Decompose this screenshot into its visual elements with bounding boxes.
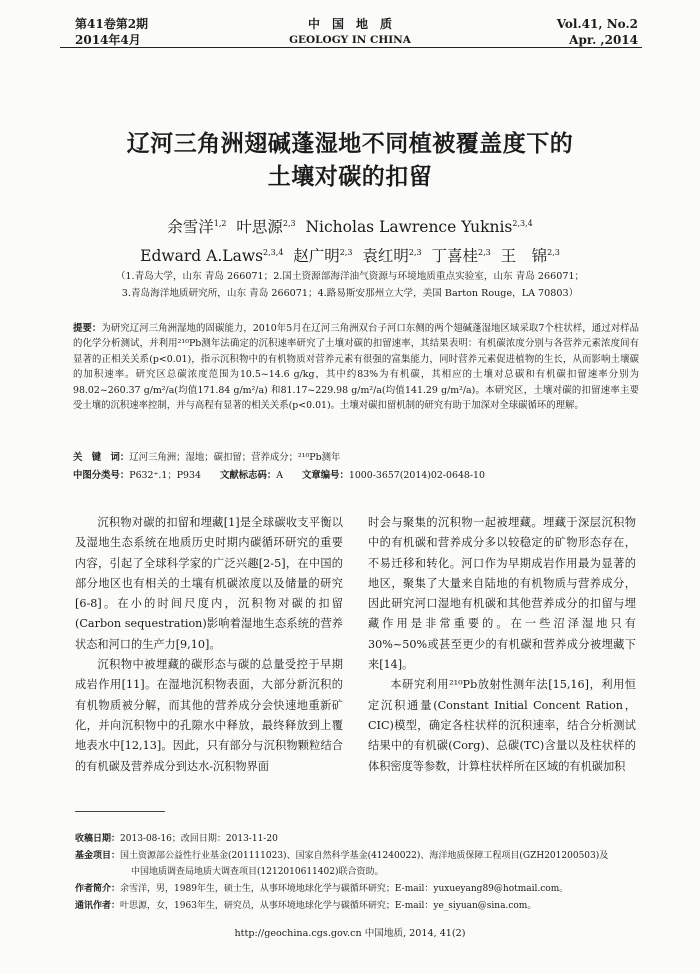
- doc-code: A: [276, 470, 283, 481]
- author-name: 赵广明: [293, 247, 340, 266]
- abstract-label: 提要：: [73, 323, 102, 334]
- footnote-fund-cont: 中国地质调查局地质大调查项目(1212010611402)联合资助。: [131, 867, 384, 877]
- title-line-2: 土壤对碳的扣留: [267, 164, 433, 190]
- author-name: Edward A.Laws: [140, 247, 264, 266]
- body-column-right: [368, 513, 636, 777]
- affiliation-line-1: （1.青岛大学，山东 青岛 266071；2.国土资源部海洋油气资源与环境地质重点实验室，山东 青岛 266071；: [115, 271, 585, 282]
- author-name: Nicholas Lawrence Yuknis: [305, 218, 513, 237]
- page-footer: http://geochina.cgs.gov.cn 中国地质, 2014, 41(2): [234, 928, 466, 939]
- author-list: 余雪洋$^{1,2}$ 叶思源$^{2,3}$ Nicholas Lawrence Yuknis$^{2,3,4}$ Edward A.Laws$^{2,3,4}$ 赵广明$^{2,3}$ 袁红明$^{2,3}$ 丁喜桂$^{2,3}$ 王 锦$^{2,3}$: [140, 218, 560, 266]
- title-line-1: 辽河三角洲翅碱蓬湿地不同植被覆盖度下的: [126, 131, 574, 157]
- abstract: [73, 321, 639, 413]
- body-paragraph: 沉积物中被埋藏的碳形态与碳的总量受控于早期成岩作用[11]。在湿地沉积物表面，大部分新沉积的有机物质被分解，而其他的营养成分会快速地重新矿化，并向沉积物中的孔隙水中释放，最终释放到上覆地表水中[12,13]。因此，只有部分与沉积物颗粒结合的有机碳及营养成分到达水-沉积物界面: [75, 658, 343, 773]
- date-en: Apr. ,2014: [569, 33, 638, 47]
- classification: 中图分类号：P632⁺.1；P934 文献标志码：A 文章编号：1000-3657(2014)02-0648-10: [73, 470, 485, 481]
- header-rule: [60, 47, 642, 48]
- keywords: [73, 450, 639, 465]
- footnote-rule: [75, 811, 165, 812]
- paper-title: [0, 128, 700, 194]
- keywords-text: 辽河三角洲；湿地；碳扣留；营养成分；²¹⁰Pb测年: [129, 452, 341, 463]
- journal-cn: 中 国 地 质: [307, 17, 392, 31]
- author-name: 王 锦: [500, 247, 548, 266]
- date-cn: 2014年4月: [75, 33, 141, 47]
- footnote-corresponding: 通讯作者：叶思源，女，1963年生，研究员，从事环境地球化学与碳循环研究；E-mail：ye_siyuan@sina.com。: [75, 901, 537, 911]
- footnote-received: 收稿日期：2013-08-16；改回日期：2013-11-20: [75, 834, 278, 844]
- author-name: 叶思源: [236, 218, 283, 237]
- body-paragraph: 时会与聚集的沉积物一起被埋藏。埋藏于深层沉积物中的有机碳和营养成分多以较稳定的矿物形态存在，不易迁移和转化。河口作为早期成岩作用最为显著的地区，聚集了大量来自陆地的有机物质与营养成分，因此研究河口湿地有机碳和其他营养成分的扣留与埋藏作用是非常重要的。在一些沼泽湿地只有30%~50%或甚至更少的有机碳和营养成分被埋藏下来[14]。: [368, 516, 636, 672]
- body-paragraph: 沉积物对碳的扣留和埋藏[1]是全球碳收支平衡以及湿地生态系统在地质历史时期内碳循环研究的重要内容，引起了全球科学家的广泛兴趣[2-5]，在中国的部分地区也有相关的土壤有机碳浓度以及储量的研究[6-8]。在小的时间尺度内，沉积物对碳的扣留(Carbon sequestration)影响着湿地生态系统的营养状态和河口的生产力[9,10]。: [75, 516, 343, 651]
- abstract-text: 为研究辽河三角洲湿地的固碳能力，2010年5月在辽河三角洲双台子河口东侧的两个翅碱蓬湿地区域采取7个柱状样，通过对样品的化学分析测试，并利用²¹⁰Pb测年法确定的沉积速率研究了土壤对碳的扣留速率，其结果表明：有机碳浓度分别与各营养元素浓度间有显著的正相关关系(p<0.01)，指示沉积物中的有机物质对营养元素有很强的富集能力，同时营养元素促进植物的生长，从而影响土壤碳的加积速率。研究区总碳浓度范围为10.5~14.6 g/kg，其中约83%为有机碳，其相应的土壤对总碳和有机碳扣留速率分别为98.02~260.37 g/m²/a(均值171.84 g/m²/a) 和81.17~229.98 g/m²/a(均值141.29 g/m²/a)。本研究区，土壤对碳的扣留速率主要受土壤的沉积速率控制，并与高程有显著的相关关系(p<0.01)。土壤对碳扣留机制的研究有助于加深对全球碳循环的理解。: [73, 323, 639, 412]
- affiliation-line-2: 3.青岛海洋地质研究所，山东 青岛 266071；4.路易斯安那州立大学，美国 Barton Rouge，LA 70803）: [121, 288, 579, 299]
- body-paragraph: 本研究利用²¹⁰Pb放射性测年法[15,16]，利用恒定沉积通量(Constant Initial Concent Ration，CIC)模型，确定各柱状样的沉积速率，结合分析测试结果中的有机碳(Corg)、总碳(TC)含量以及柱状样的体积密度等参数，计算柱状样所在区域的有机碳加积: [368, 678, 636, 773]
- footnote-author: 作者简介：余雪洋，男，1989年生，硕士生，从事环境地球化学与碳循环研究；E-mail：yuxueyang89@hotmail.com。: [75, 884, 569, 894]
- body-column-left: [75, 513, 343, 777]
- author-name: 丁喜桂: [431, 247, 478, 266]
- affiliations: [60, 268, 640, 302]
- footnote-fund: 基金项目：国土资源部公益性行业基金(201111023)、国家自然科学基金(41240022)、海洋地质保障工程项目(GZH201200503)及: [75, 851, 609, 861]
- author-name: 余雪洋: [167, 218, 214, 237]
- author-name: 袁红明: [362, 247, 409, 266]
- keywords-label: 关 键 词：: [73, 452, 130, 463]
- volume-en: Vol.41, No.2: [556, 17, 638, 31]
- volume-cn: 第41卷第2期: [75, 17, 149, 31]
- journal-en: GEOLOGY IN CHINA: [289, 34, 411, 46]
- clc-number: P632⁺.1；P934: [129, 470, 201, 481]
- article-number: 1000-3657(2014)02-0648-10: [348, 470, 485, 481]
